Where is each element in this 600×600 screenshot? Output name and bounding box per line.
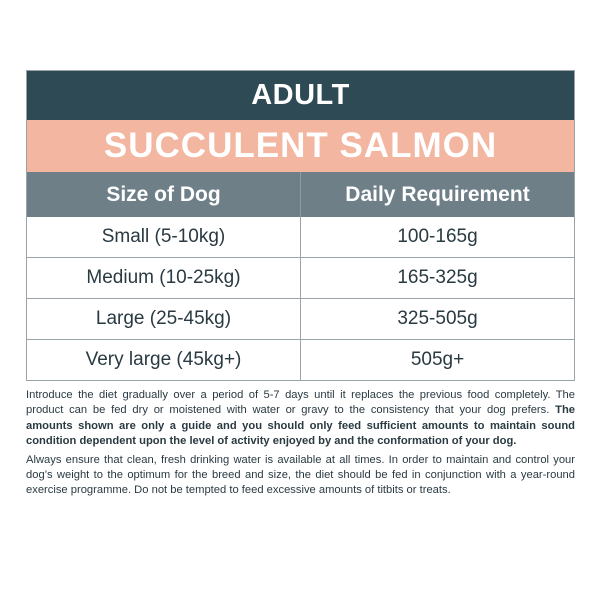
header-size-of-dog: Size of Dog: [27, 172, 301, 217]
requirement-cell: 165-325g: [397, 267, 478, 288]
feeding-guide-emphasis: The amounts shown are only a guide and you should only feed sufficient amounts to maintain sound condition dependent upon the level of activity enjoyed by and the conformation of your dog.: [26, 404, 575, 448]
requirement-cell: 505g+: [410, 349, 465, 370]
feeding-intro-text: Introduce the diet gradually over a period of 5-7 days until it replaces the previous food completely. The product can be fed dry or moistened with water or gravy to the consistency that your dog prefers.: [26, 389, 575, 417]
table-body: [27, 217, 574, 380]
requirement-cell: 100-165g: [397, 226, 478, 247]
requirement-cell: 325-505g: [397, 308, 478, 329]
dog-size-cell: Very large (45kg+): [27, 340, 301, 380]
dog-size-cell: Small (5-10kg): [27, 217, 301, 257]
feeding-table: [26, 70, 575, 381]
table-header-row: [27, 172, 574, 217]
table-row: [27, 217, 574, 257]
table-row: [27, 298, 574, 339]
table-title: ADULT: [27, 71, 574, 120]
dog-size-cell: Medium (10-25kg): [27, 258, 301, 298]
water-exercise-paragraph: Always ensure that clean, fresh drinking water is available at all times. In order to maintain and control your dog’s weight to the optimum for the breed and size, the diet should be fed in conjunction with a year-round exercise programme. Do not be tempted to feed excessive amounts of titbits or treats.: [26, 453, 575, 497]
header-daily-requirement: Daily Requirement: [345, 182, 530, 206]
feeding-guide-paragraph: [26, 388, 575, 450]
product-name: SUCCULENT SALMON: [27, 120, 574, 172]
table-row: [27, 339, 574, 380]
feeding-notes: [26, 388, 575, 502]
table-row: [27, 257, 574, 298]
dog-size-cell: Large (25-45kg): [27, 299, 301, 339]
